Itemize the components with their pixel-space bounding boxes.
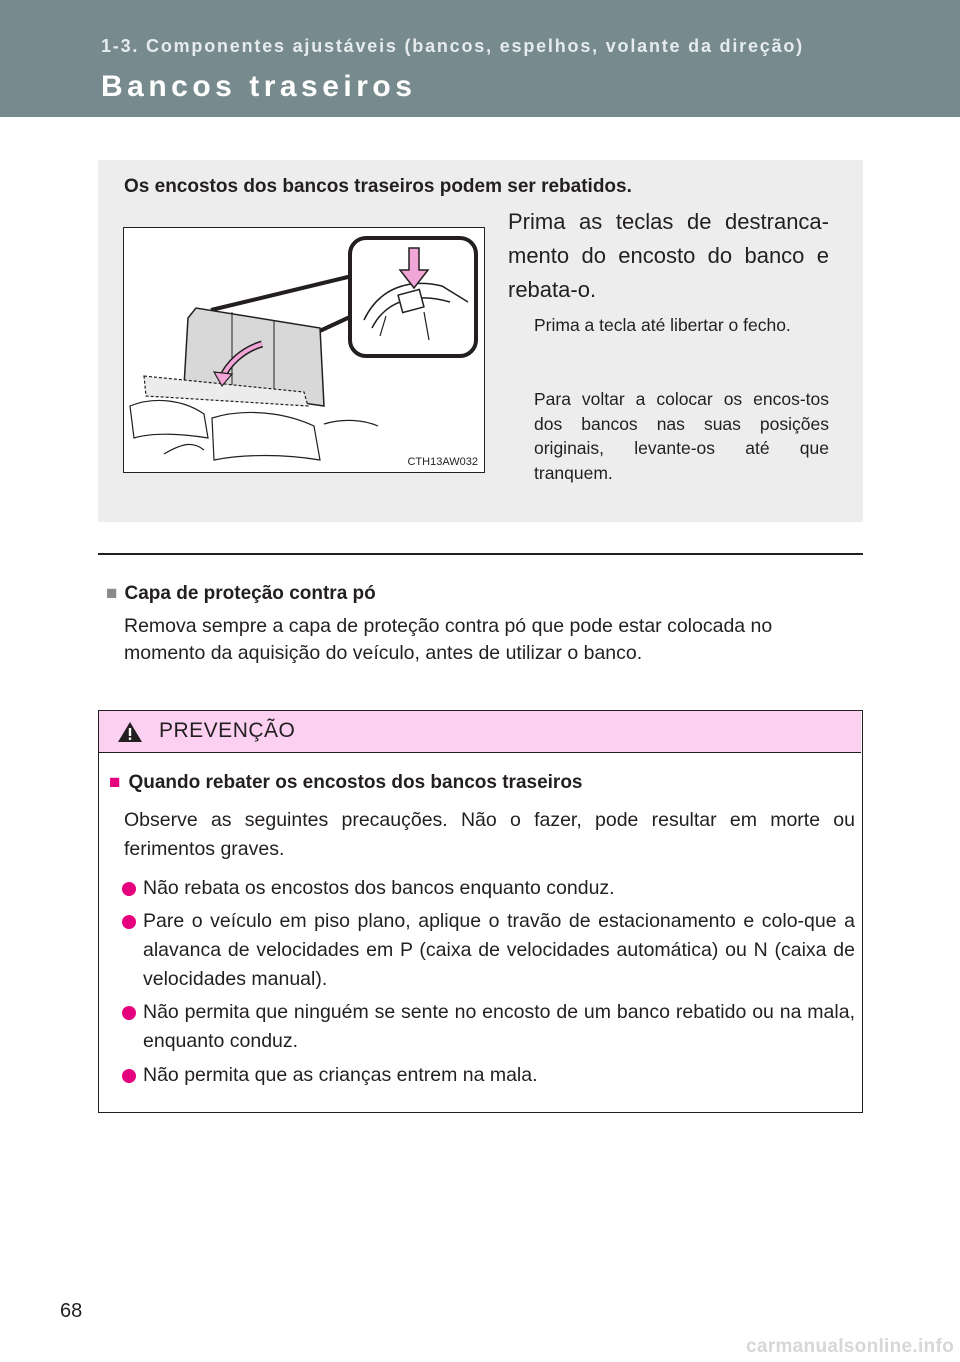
warning-bullet: Não permita que ninguém se sente no encosto de um banco rebatido ou na mala, enquanto conduz. bbox=[143, 1001, 855, 1052]
page-number: 68 bbox=[60, 1300, 83, 1322]
warning-title bbox=[109, 772, 583, 794]
folding-seat-drawing bbox=[124, 228, 484, 472]
warning-bullet: Não rebata os encostos dos bancos enquanto conduz. bbox=[143, 877, 615, 899]
instruction-step-1: Prima a tecla até libertar o fecho. bbox=[534, 315, 791, 335]
bullet-dot-icon bbox=[122, 882, 136, 896]
note-body: Remova sempre a capa de proteção contra pó que pode estar colocada no momento da aquisição do veículo, antes de utilizar o banco. bbox=[124, 615, 773, 664]
panel-lead-text: Os encostos dos bancos traseiros podem ser rebatidos. bbox=[124, 176, 632, 197]
page-title: Bancos traseiros bbox=[101, 70, 417, 103]
section-divider bbox=[98, 553, 863, 555]
warning-bullet: Pare o veículo em piso plano, aplique o travão de estacionamento e colo-que a alavanca de velocidades em P (caixa de velocidades automática) ou N (caixa de velocidades manual). bbox=[143, 910, 855, 990]
instruction-step-2: Para voltar a colocar os encos-tos dos bancos nas suas posições originais, levante-os até que tranquem. bbox=[534, 389, 829, 483]
warning-intro: Observe as seguintes precauções. Não o fazer, pode resultar em morte ou ferimentos graves. bbox=[124, 809, 855, 860]
warning-box bbox=[98, 710, 863, 1113]
warning-header-text: PREVENÇÃO bbox=[159, 719, 296, 742]
seat-illustration bbox=[123, 227, 485, 473]
warning-title-text: Quando rebater os encostos dos bancos traseiros bbox=[128, 772, 583, 793]
warning-triangle-icon bbox=[117, 721, 143, 743]
warning-bullet: Não permita que as crianças entrem na mala. bbox=[143, 1064, 538, 1086]
note-heading bbox=[106, 583, 376, 605]
watermark: carmanualsonline.info bbox=[746, 1336, 954, 1357]
bullet-dot-icon bbox=[122, 1006, 136, 1020]
note-title-text: Capa de proteção contra pó bbox=[124, 583, 376, 604]
figure-code: CTH13AW032 bbox=[407, 456, 478, 468]
grey-square-icon: ■ bbox=[106, 583, 118, 604]
instruction-text: Prima as teclas de destranca-mento do encosto do banco e rebata-o. bbox=[508, 209, 829, 302]
warning-header bbox=[99, 711, 861, 753]
bullet-dot-icon bbox=[122, 915, 136, 929]
bullet-dot-icon bbox=[122, 1069, 136, 1083]
section-label: 1-3. Componentes ajustáveis (bancos, espelhos, volante da direção) bbox=[101, 36, 804, 56]
pink-square-icon: ■ bbox=[109, 772, 121, 793]
